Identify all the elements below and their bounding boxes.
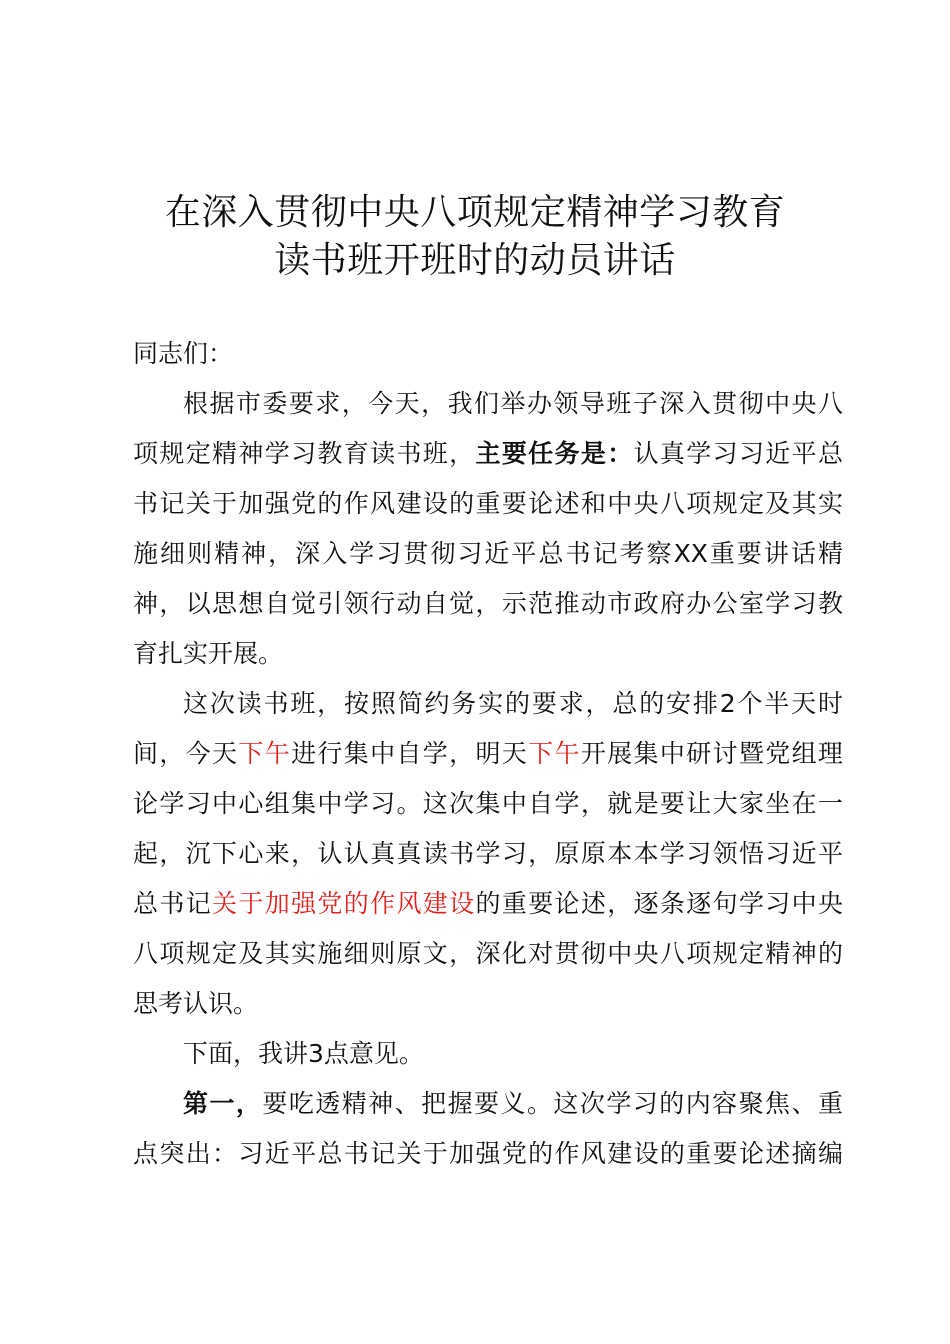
p1-line-2-text-a: 项规定精神学习教育读书班， — [133, 439, 476, 468]
p1-line-4: 施细则精神，深入学习贯彻习近平总书记考察XX重要讲话精 — [133, 539, 843, 568]
p4-line-2: 点突出：习近平总书记关于加强党的作风建设的重要论述摘编 — [133, 1139, 843, 1168]
p2-line-5-text-a: 总书记 — [133, 889, 213, 918]
p2-line-2-text-a: 间，今天 — [133, 739, 239, 768]
p3-line-1: 下面，我讲3点意见。 — [183, 1039, 424, 1068]
p4-line-1 — [183, 1086, 843, 1122]
p2-highlight-afternoon-1: 下午 — [238, 739, 292, 768]
p2-line-7: 思考认识。 — [133, 989, 259, 1018]
p1-main-task-label: 主要任务是： — [475, 439, 634, 468]
p1-line-2 — [133, 436, 843, 472]
p1-line-5: 神，以思想自觉引领行动自觉，示范推动市政府办公室学习教 — [133, 589, 843, 618]
p2-line-2 — [133, 736, 843, 772]
p2-line-5 — [133, 886, 843, 922]
p1-line-3: 书记关于加强党的作风建设的重要论述和中央八项规定及其实 — [133, 489, 843, 518]
title-line-2: 读书班开班时的动员讲话 — [274, 240, 676, 281]
p2-highlight-afternoon-2: 下午 — [528, 739, 581, 768]
p2-line-5-text-b: 的重要论述，逐条逐句学习中央 — [475, 889, 843, 918]
p1-line-1: 根据市委要求，今天，我们举办领导班子深入贯彻中央八 — [183, 389, 843, 418]
title-line-1: 在深入贯彻中央八项规定精神学习教育 — [164, 192, 786, 233]
p4-line-1-text: 要吃透精神、把握要义。这次学习的内容聚焦、重 — [262, 1089, 843, 1118]
p2-line-2-text-c: 开展集中研讨暨党组理 — [580, 739, 843, 768]
p2-line-1: 这次读书班，按照简约务实的要求，总的安排2个半天时 — [183, 689, 843, 718]
p2-line-6: 八项规定及其实施细则原文，深化对贯彻中央八项规定精神的 — [133, 939, 843, 968]
p1-line-6: 育扎实开展。 — [133, 639, 284, 668]
p4-first-label: 第一， — [183, 1089, 263, 1118]
p1-line-2-text-b: 认真学习习近平总 — [633, 439, 843, 468]
p2-line-4: 起，沉下心来，认认真真读书学习，原原本本学习领悟习近平 — [133, 839, 843, 868]
p2-line-2-text-b: 进行集中自学，明天 — [291, 739, 529, 768]
p2-line-3: 论学习中心组集中学习。这次集中自学，就是要让大家坐在一 — [133, 789, 843, 818]
salutation: 同志们： — [133, 339, 234, 368]
p2-highlight-style-building: 关于加强党的作风建设 — [212, 889, 476, 918]
